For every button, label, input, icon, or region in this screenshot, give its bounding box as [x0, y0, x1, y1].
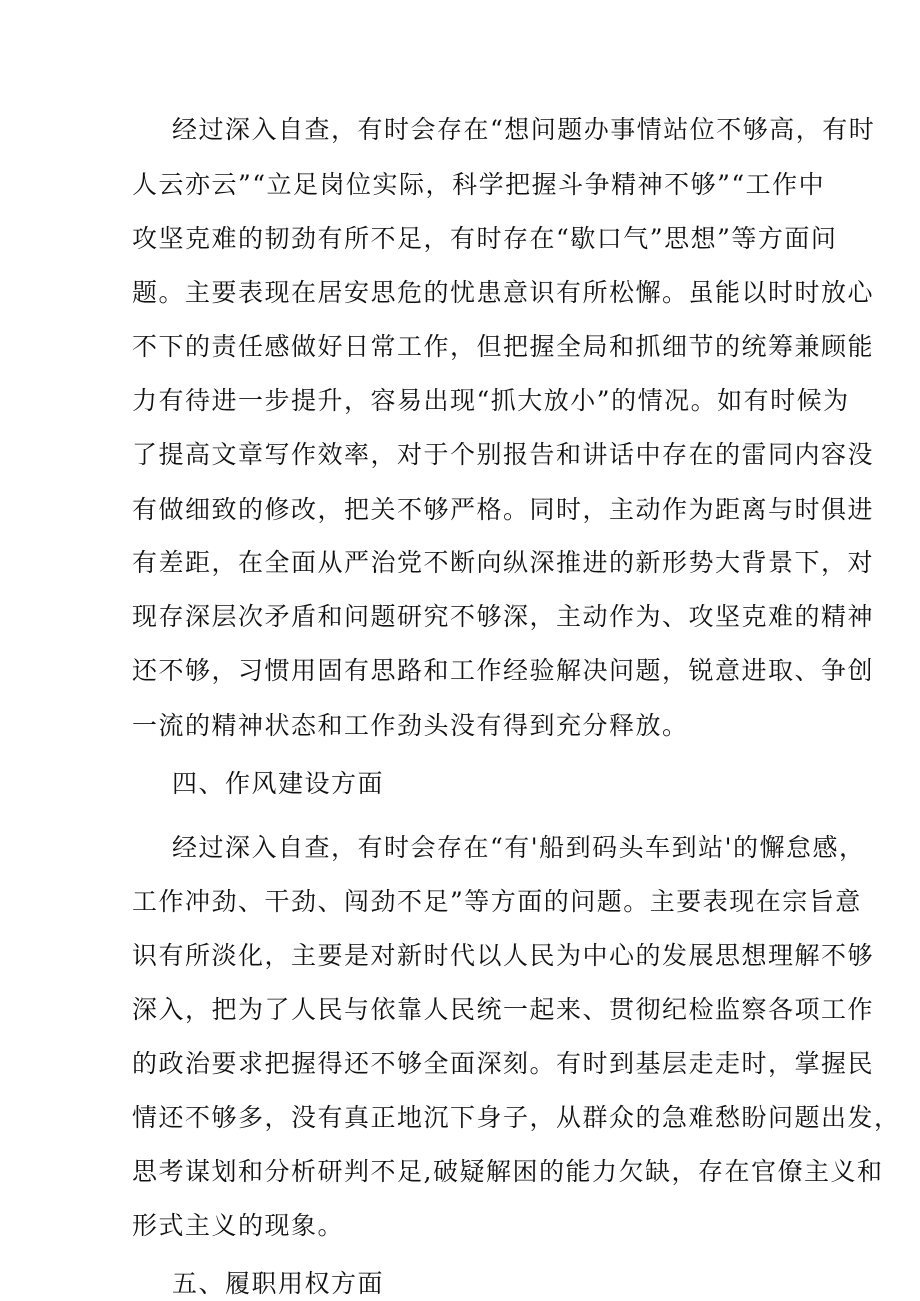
text-line: 现存深层次矛盾和问题研究不够深，主动作为、攻坚克难的精神 — [132, 602, 875, 631]
section-heading-4: 四、作风建设方面 — [172, 769, 385, 798]
text-line: 题。主要表现在居安思危的忧患意识有所松懈。虽能以时时放心 — [132, 278, 875, 307]
text-line: 工作冲劲、干劲、闯劲不足”等方面的问题。主要表现在宗旨意 — [132, 887, 862, 916]
text-line: 识有所淡化，主要是对新时代以人民为中心的发展思想理解不够 — [132, 941, 875, 970]
text-line: 情还不够多，没有真正地沉下身子，从群众的急难愁盼问题出发， — [132, 1103, 901, 1132]
text-line: 形式主义的现象。 — [132, 1211, 345, 1240]
text-line: 思考谋划和分析研判不足,破疑解困的能力欠缺，存在官僚主义和 — [132, 1157, 884, 1186]
text-line: 一流的精神状态和工作劲头没有得到充分释放。 — [132, 711, 689, 740]
section-heading-5: 五、履职用权方面 — [172, 1269, 385, 1298]
text-line: 的政治要求把握得还不够全面深刻。有时到基层走走时，掌握民 — [132, 1049, 875, 1078]
text-line: 经过深入自查，有时会存在“想问题办事情站位不够高，有时 — [172, 115, 876, 144]
text-line: 深入，把为了人民与依靠人民统一起来、贯彻纪检监察各项工作 — [132, 995, 875, 1024]
text-line: 有做细致的修改，把关不够严格。同时，主动作为距离与时俱进 — [132, 495, 875, 524]
text-line: 有差距，在全面从严治党不断向纵深推进的新形势大背景下，对 — [132, 548, 875, 577]
text-line: 还不够，习惯用固有思路和工作经验解决问题，锐意进取、争创 — [132, 656, 875, 685]
text-line: 人云亦云”“立足岗位实际，科学把握斗争精神不够”“工作中 — [132, 170, 826, 199]
text-line: 不下的责任感做好日常工作，但把握全局和抓细节的统筹兼顾能 — [132, 332, 875, 361]
text-line: 了提高文章写作效率，对于个别报告和讲话中存在的雷同内容没 — [132, 440, 875, 469]
text-line: 力有待进一步提升，容易出现“抓大放小”的情况。如有时候为 — [132, 386, 850, 415]
text-line: 攻坚克难的韧劲有所不足，有时存在“歇口气”思想”等方面问 — [132, 224, 838, 253]
text-line: 经过深入自查，有时会存在“有'船到码头车到站'的懈怠感， — [172, 833, 866, 862]
